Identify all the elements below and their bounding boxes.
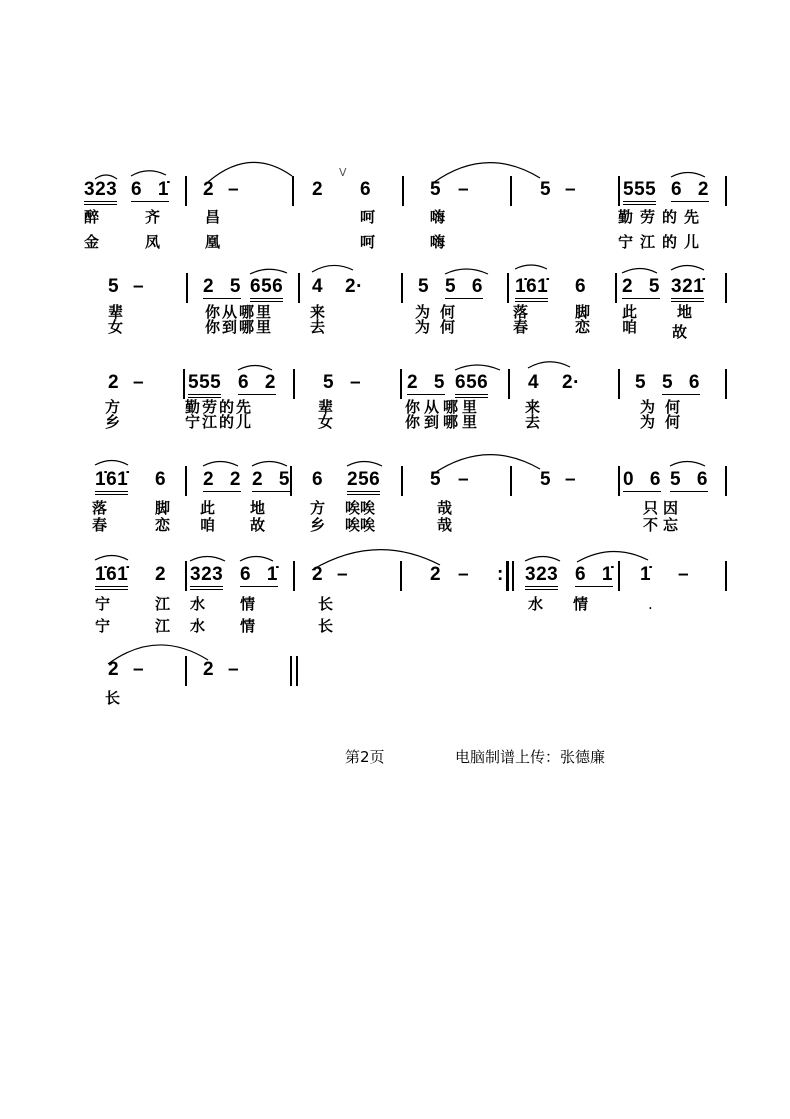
note: 2	[108, 659, 120, 680]
lyric-verse-1: 你从哪里	[405, 398, 482, 416]
note-group: 6 1̇	[240, 564, 278, 585]
breath-mark: V	[339, 166, 347, 179]
lyric-verse-2: 去	[525, 413, 541, 431]
note: 2	[312, 179, 324, 200]
dash: –	[228, 179, 240, 200]
lyric-verse-2: 恋	[155, 516, 171, 534]
note: 2	[203, 179, 215, 200]
note-group: 0 6	[623, 469, 661, 490]
note: 6	[360, 179, 372, 200]
credit-line: 电脑制谱上传：张德廉	[455, 748, 606, 766]
slur	[670, 462, 705, 467]
lyric-verse-1: 水	[190, 595, 206, 613]
lyric-verse-1: 江	[155, 595, 171, 613]
lyric-verse-2: 为	[415, 318, 431, 336]
lyric-verse-2: 哉	[437, 516, 453, 534]
lyric-verse-1: 落	[513, 303, 529, 321]
barline	[400, 369, 402, 399]
slur	[240, 557, 273, 562]
lyric-verse-1: 情	[573, 595, 589, 613]
barline	[618, 561, 620, 591]
note-group: 5 6	[445, 276, 483, 297]
lyric-verse-2: 呵	[360, 233, 376, 251]
lyric-verse-1: 此	[200, 499, 216, 517]
lyric-verse-1: 脚	[575, 303, 591, 321]
barline	[401, 466, 403, 496]
note-dotted: 2·	[345, 276, 363, 297]
note-group: 656	[250, 277, 283, 302]
dash: –	[228, 659, 240, 680]
lyric-verse-1: 情	[240, 595, 256, 613]
lyric-verse-1: 辈	[318, 398, 334, 416]
note-group: 555	[188, 373, 221, 398]
note-group: 6 2	[238, 372, 276, 393]
note-group: 1̇61̇	[515, 277, 548, 302]
note-group: 1̇61̇	[95, 565, 128, 590]
tie	[433, 455, 540, 474]
barline	[508, 369, 510, 399]
lyric-verse-2: 女	[108, 318, 124, 336]
note-group: 323	[190, 565, 223, 590]
lyric-verse-1: 勤劳的先	[618, 208, 707, 226]
lyric-verse-1: 地	[250, 499, 266, 517]
lyric-verse-2: 情	[240, 617, 256, 635]
lyric-verse-2: 何	[440, 318, 456, 336]
note: 2	[312, 564, 324, 585]
note-group: 656	[455, 373, 488, 398]
note-group: 555	[623, 180, 656, 205]
barline	[615, 273, 617, 303]
lyric-verse-1: 哉	[437, 499, 453, 517]
lyric-verse-1: 何	[440, 303, 456, 321]
lyric-verse-1: 只因	[643, 499, 684, 517]
barline	[618, 466, 620, 496]
note-group: 256	[347, 470, 380, 495]
note: 5	[540, 179, 552, 200]
lyric-verse-1: 地	[677, 303, 693, 321]
lyric-verse-1: 方	[310, 499, 326, 517]
note-group: 2 5	[252, 469, 290, 490]
lyric-verse-2: 不忘	[643, 516, 684, 534]
slur	[528, 362, 570, 368]
barline	[185, 656, 187, 686]
barline	[725, 561, 727, 591]
lyric-verse-2: 你到哪里	[405, 413, 482, 431]
barline	[725, 176, 727, 206]
dash: –	[350, 372, 362, 393]
note: 6	[575, 276, 587, 297]
tie	[208, 162, 292, 182]
dash: –	[337, 564, 349, 585]
note: 1̇	[640, 564, 652, 585]
lyric-verse-1: 来	[525, 398, 541, 416]
slur	[203, 462, 238, 467]
lyric-verse-2: 宁江的儿	[185, 413, 254, 431]
lyric-verse-2: 宁江的儿	[618, 233, 707, 251]
dash: –	[133, 659, 145, 680]
barline	[290, 466, 292, 496]
repeat-barline-thin	[512, 561, 514, 591]
lyric-verse-2: 春	[92, 516, 108, 534]
slur	[445, 269, 488, 274]
note-group: 2 5	[622, 276, 660, 297]
note: 2	[430, 564, 442, 585]
lyric-verse-1: 呵	[360, 208, 376, 226]
barline	[185, 561, 187, 591]
lyric-verse-2: 何	[665, 413, 681, 431]
barline	[510, 176, 512, 206]
note-dotted: 2·	[562, 372, 580, 393]
barline	[183, 369, 185, 399]
lyric-verse-1: 醉	[84, 208, 100, 226]
barline	[293, 369, 295, 399]
dash: –	[565, 469, 577, 490]
barline	[725, 369, 727, 399]
lyric-verse-2: 金	[84, 233, 100, 251]
barline	[618, 369, 620, 399]
lyric-verse-1: 长	[105, 689, 121, 707]
note: 6	[155, 469, 167, 490]
lyric-verse-2: 江	[155, 617, 171, 635]
barline	[401, 273, 403, 303]
lyric-verse-2: 长	[318, 617, 334, 635]
lyric-verse-1: 齐	[145, 208, 161, 226]
note: 5	[418, 276, 430, 297]
slur	[95, 461, 128, 466]
dash: –	[565, 179, 577, 200]
final-barline-2	[296, 656, 298, 686]
note: 4	[528, 372, 540, 393]
tie	[312, 550, 440, 570]
dash: –	[133, 372, 145, 393]
dash: –	[458, 564, 470, 585]
note-group: 323	[525, 565, 558, 590]
lyric-verse-2: 凤	[145, 233, 161, 251]
lyric-verse-1: 此	[622, 303, 638, 321]
dash: –	[678, 564, 690, 585]
slur	[131, 171, 166, 176]
slur	[312, 265, 353, 272]
lyric-verse-2: 你到哪里	[205, 318, 274, 336]
lyric-verse-2: 去	[310, 318, 326, 336]
lyric-verse-2: 春	[513, 318, 529, 336]
slur	[515, 265, 547, 269]
slur	[250, 269, 287, 274]
note: 4	[312, 276, 324, 297]
note-group: 6 1̇	[131, 179, 169, 200]
lyric-verse-2: 唉唉	[345, 516, 376, 534]
note-group: 6 1̇	[575, 564, 613, 585]
note-group: 2 2	[203, 469, 241, 490]
note-group: 323	[84, 180, 117, 205]
note-group: 1̇61̇	[95, 470, 128, 495]
lyric-verse-1: 为	[415, 303, 431, 321]
barline	[186, 273, 188, 303]
slur	[622, 269, 657, 274]
lyric-verse-1: 嗨	[430, 208, 446, 226]
barline	[293, 561, 295, 591]
lyric-verse-2: 凰	[205, 233, 221, 251]
lyric-verse-1: 落	[92, 499, 108, 517]
barline	[507, 273, 509, 303]
note: 2	[108, 372, 120, 393]
slur	[95, 556, 128, 561]
note: 5	[323, 372, 335, 393]
slur	[455, 365, 500, 370]
note: 5	[430, 179, 442, 200]
lyric-verse-1: 宁	[95, 595, 111, 613]
note-group: 2 5	[407, 372, 445, 393]
slur	[347, 462, 382, 467]
lyric-verse-1: .	[648, 595, 653, 613]
barline	[618, 176, 620, 206]
barline	[185, 176, 187, 206]
barline	[402, 176, 404, 206]
lyric-verse-2: 女	[318, 413, 334, 431]
note: 2	[155, 564, 167, 585]
note-group: 5 6	[670, 469, 708, 490]
tie	[108, 645, 208, 664]
lyric-verse-2: 嗨	[430, 233, 446, 251]
slur	[671, 173, 705, 178]
repeat-barline-thick	[506, 561, 509, 591]
slur	[190, 557, 225, 562]
slur	[577, 551, 648, 562]
repeat-dots: :	[497, 564, 504, 585]
lyric-verse-1: 何	[665, 398, 681, 416]
lyric-verse-2: 乡	[105, 413, 121, 431]
slur	[238, 366, 272, 371]
lyric-verse-2: 为	[640, 413, 656, 431]
dash: –	[458, 469, 470, 490]
barline	[292, 176, 294, 206]
lyric-verse-1: 昌	[205, 208, 221, 226]
note-group: 321̇	[671, 277, 704, 302]
barline	[185, 466, 187, 496]
lyric-verse-1: 你从哪里	[205, 303, 274, 321]
final-barline-1	[290, 656, 292, 686]
lyric-verse-1: 长	[318, 595, 334, 613]
note: 6	[312, 469, 324, 490]
lyric-verse-1: 方	[105, 398, 121, 416]
lyric-verse-2: 恋	[575, 318, 591, 336]
note-group: 6 2	[671, 179, 709, 200]
dash: –	[458, 179, 470, 200]
lyric-verse-1: 水	[528, 595, 544, 613]
lyric-verse-1: 来	[310, 303, 326, 321]
lyric-verse-1: 勤劳的先	[185, 398, 254, 416]
lyric-verse-2: 咱	[200, 516, 216, 534]
lyric-verse-2: 故	[250, 516, 266, 534]
note: 5	[430, 469, 442, 490]
slur	[525, 557, 560, 562]
barline	[400, 561, 402, 591]
lyric-verse-1: 唉唉	[345, 499, 376, 517]
lyric-verse-2: 水	[190, 617, 206, 635]
note: 5	[540, 469, 552, 490]
page-number: 第2页	[345, 748, 385, 766]
lyric-verse-2: 乡	[310, 516, 326, 534]
barline	[510, 466, 512, 496]
tie	[433, 163, 540, 183]
note-group: 5 6	[662, 372, 700, 393]
lyric-verse-1: 辈	[108, 303, 124, 321]
note: 5	[108, 276, 120, 297]
lyric-verse-1: 为	[640, 398, 656, 416]
barline	[725, 466, 727, 496]
lyric-verse-2: 故	[672, 323, 688, 341]
dash: –	[133, 276, 145, 297]
slur	[252, 462, 287, 467]
note-group: 2 5	[203, 276, 241, 297]
note: 2	[203, 659, 215, 680]
note: 5	[635, 372, 647, 393]
lyric-verse-1: 脚	[155, 499, 171, 517]
barline	[298, 273, 300, 303]
slur	[671, 266, 704, 271]
lyric-verse-2: 咱	[622, 318, 638, 336]
lyric-verse-2: 宁	[95, 617, 111, 635]
barline	[725, 273, 727, 303]
